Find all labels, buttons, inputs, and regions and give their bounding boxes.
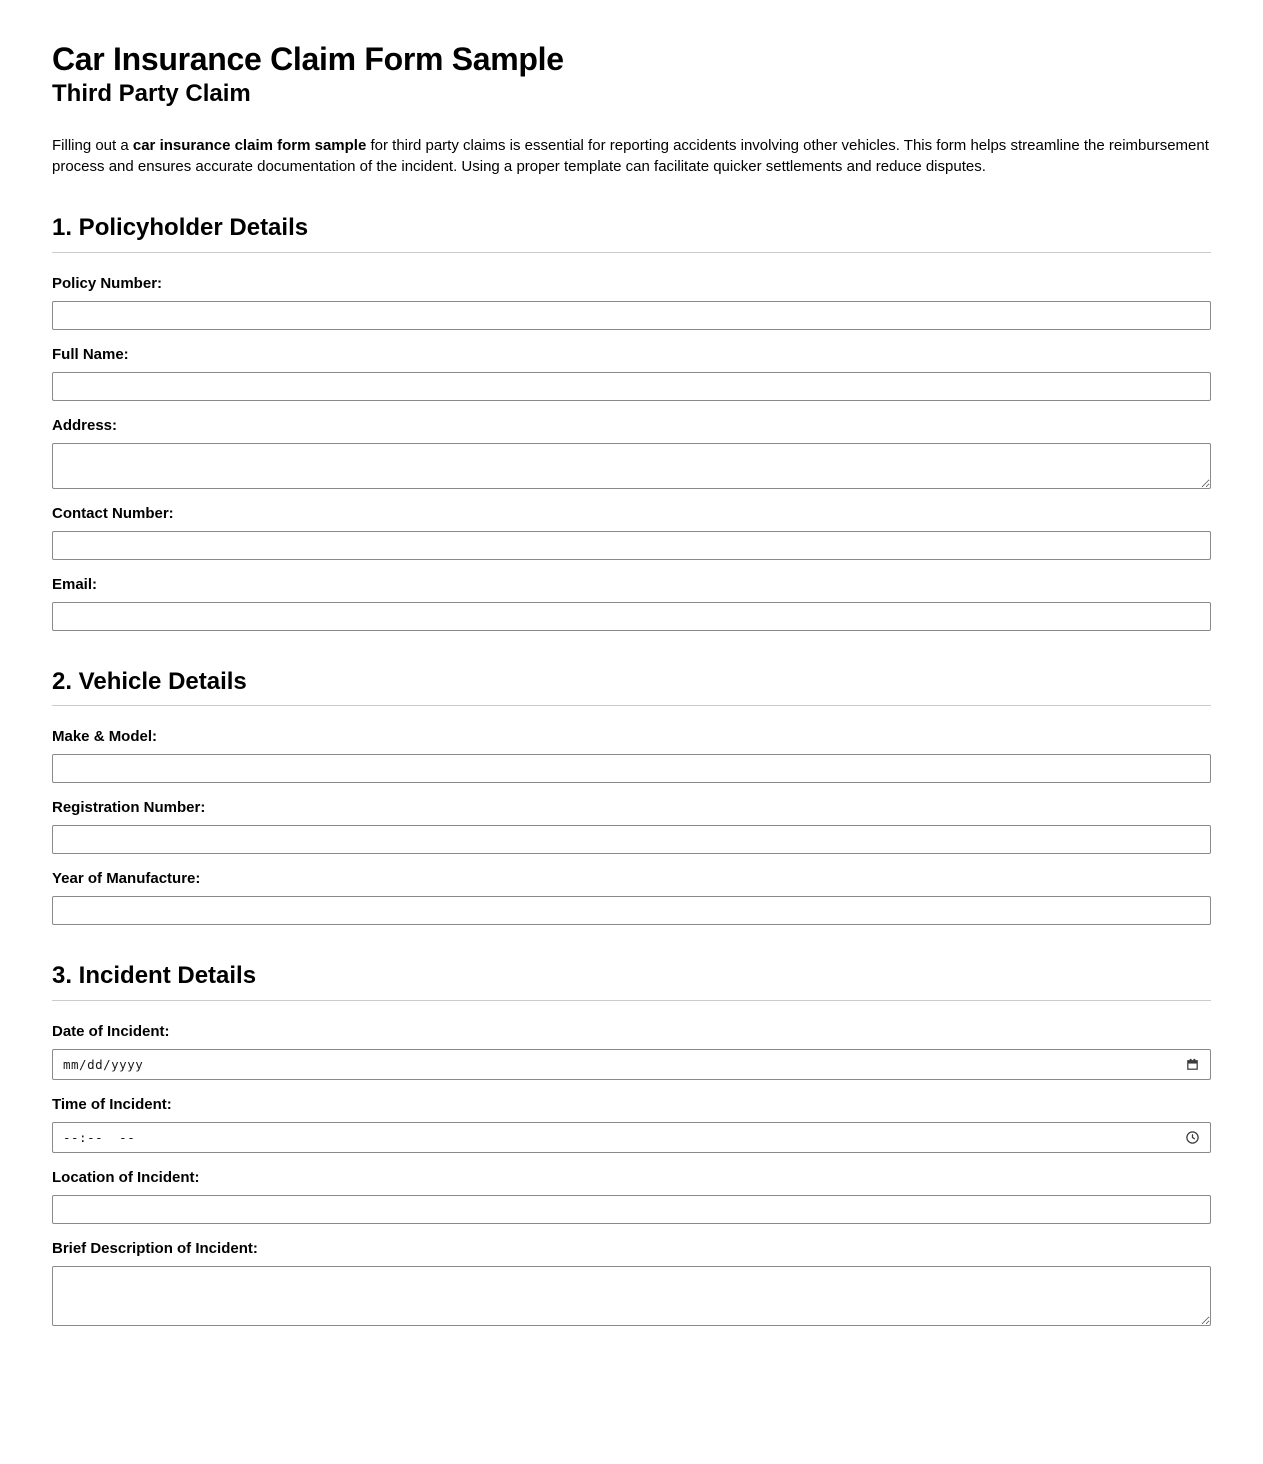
field-time-of-incident [52, 1096, 1211, 1153]
email-input[interactable] [52, 602, 1211, 631]
section-heading-policyholder: 1. Policyholder Details [52, 213, 309, 241]
field-email [52, 576, 1211, 631]
time-placeholder: --:-- -- [63, 1130, 136, 1146]
policy-number-input[interactable] [52, 301, 1211, 330]
field-brief-description [52, 1240, 1211, 1326]
page-subtitle: Third Party Claim [52, 80, 251, 108]
contact-number-label: Contact Number: [52, 504, 174, 522]
section-heading-vehicle: 2. Vehicle Details [52, 667, 247, 695]
full-name-input[interactable] [52, 372, 1211, 401]
intro-paragraph [52, 135, 1211, 177]
field-registration-number [52, 799, 1211, 854]
registration-number-input[interactable] [52, 825, 1211, 854]
section-vehicle-details [52, 668, 1211, 926]
brief-description-label: Brief Description of Incident: [52, 1240, 258, 1258]
policy-number-label: Policy Number: [52, 274, 163, 292]
time-of-incident-input[interactable] [52, 1122, 1211, 1153]
field-date-of-incident [52, 1023, 1211, 1080]
section-divider [52, 252, 1211, 253]
brief-description-textarea[interactable] [52, 1266, 1211, 1326]
field-contact-number [52, 505, 1211, 560]
email-label: Email: [52, 575, 98, 593]
section-policyholder-details [52, 214, 1211, 631]
intro-text-prefix: Filling out a [52, 136, 133, 154]
address-label: Address: [52, 416, 118, 434]
field-year-of-manufacture [52, 870, 1211, 925]
clock-icon[interactable] [1185, 1130, 1200, 1145]
field-address [52, 417, 1211, 489]
section-incident-details [52, 962, 1211, 1326]
section-heading-incident: 3. Incident Details [52, 962, 257, 990]
full-name-label: Full Name: [52, 345, 129, 363]
section-divider [52, 1000, 1211, 1001]
contact-number-input[interactable] [52, 531, 1211, 560]
location-of-incident-input[interactable] [52, 1195, 1211, 1224]
field-location-of-incident [52, 1169, 1211, 1224]
make-model-input[interactable] [52, 754, 1211, 783]
section-divider [52, 705, 1211, 706]
date-of-incident-input[interactable] [52, 1049, 1211, 1080]
date-placeholder: mm/dd/yyyy [63, 1057, 144, 1073]
calendar-icon[interactable] [1185, 1057, 1200, 1072]
year-of-manufacture-label: Year of Manufacture: [52, 870, 201, 888]
registration-number-label: Registration Number: [52, 799, 206, 817]
field-policy-number [52, 275, 1211, 330]
time-of-incident-label: Time of Incident: [52, 1096, 172, 1114]
field-full-name [52, 346, 1211, 401]
intro-bold-text: car insurance claim form sample [132, 136, 367, 154]
field-make-model [52, 728, 1211, 783]
date-of-incident-label: Date of Incident: [52, 1023, 170, 1041]
make-model-label: Make & Model: [52, 728, 158, 746]
year-of-manufacture-input[interactable] [52, 896, 1211, 925]
intro-text-suffix: for third party claims is essential for reporting accidents involving other vehicles. This form helps streamline the reimbursement process and ensures accurate documentation of the incident. Using a proper template can facilitate quicker settlements and reduce disputes. [52, 136, 1209, 175]
address-textarea[interactable] [52, 443, 1211, 489]
claim-form-page [52, 42, 1211, 1326]
location-of-incident-label: Location of Incident: [52, 1169, 200, 1187]
page-title: Car Insurance Claim Form Sample [52, 41, 564, 77]
